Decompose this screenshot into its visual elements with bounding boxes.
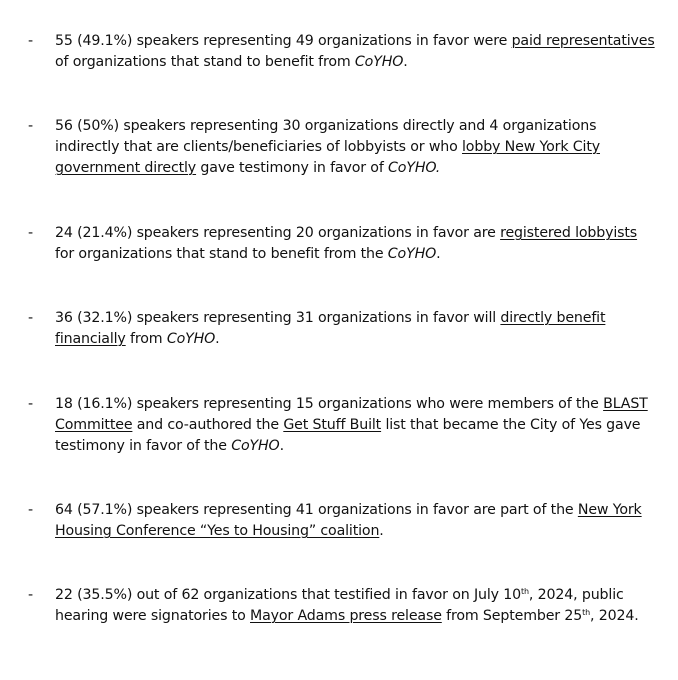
bullet-text: 24 (21.4%) speakers representing 20 organizations in favor are registered lobbyists for organizations that stand to benefit from the CoYHO. [55,225,638,262]
get-stuff-built-link[interactable]: Get Stuff Built [283,417,382,433]
bullet-dash: - [28,33,34,49]
blast-committee-link[interactable]: BLAST Committee [55,396,648,433]
bullet-dash: - [28,396,34,412]
mayor-adams-press-release-link[interactable]: Mayor Adams press release [250,608,442,624]
lobby-nyc-government-link[interactable]: lobby New York City government directly [55,139,600,176]
bullet-dash: - [28,587,34,603]
bullet-text: 55 (49.1%) speakers representing 49 organizations in favor were paid representatives of organizations that stand to benefit from CoYHO. [55,33,655,70]
bullet-text: 56 (50%) speakers representing 30 organizations directly and 4 organizations indirectly that are clients/beneficiaries of lobbyists or who lobby New York City government directly gave testimony in favor of CoYHO. [55,118,600,176]
bullet-dash: - [28,225,34,241]
bullet-text: 18 (16.1%) speakers representing 15 organizations who were members of the BLAST Committee and co-authored the Get Stuff Built list that became the City of Yes gave testimony in favor of the CoYHO. [55,396,648,454]
registered-lobbyists-link[interactable]: registered lobbyists [500,225,638,241]
directly-benefit-financially-link[interactable]: directly benefit financially [55,310,606,347]
bullet-dash: - [28,310,34,326]
paid-representatives-link[interactable]: paid representatives [511,33,655,49]
yes-to-housing-coalition-link[interactable]: New York Housing Conference “Yes to Housing” coalition [55,502,642,539]
bullet-text: 36 (32.1%) speakers representing 31 organizations in favor will directly benefit financially from CoYHO. [55,310,606,347]
bullet-text: 64 (57.1%) speakers representing 41 organizations in favor are part of the New York Housing Conference “Yes to Housing” coalition. [55,502,642,539]
bullet-dash: - [28,118,34,134]
bullet-dash: - [28,502,34,518]
bullet-text: 22 (35.5%) out of 62 organizations that testified in favor on July 10th, 2024, public hearing were signatories to Mayor Adams press release from September 25th, 2024. [55,587,639,624]
